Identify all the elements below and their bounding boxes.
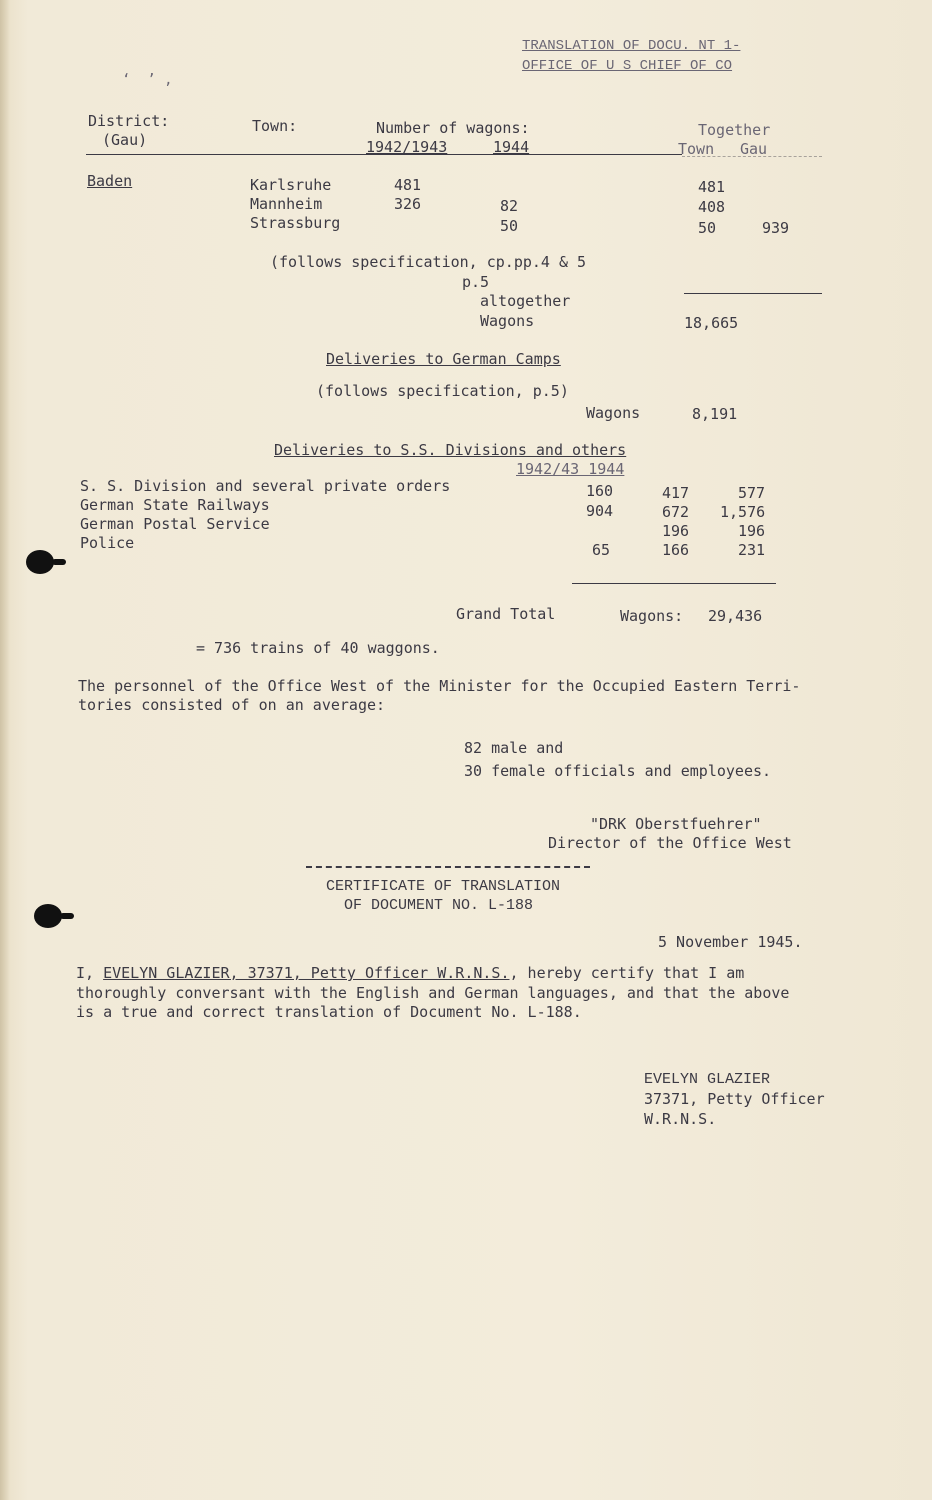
personnel-line-2: tories consisted of on an average: — [78, 696, 386, 714]
town-name: Strassburg — [250, 214, 341, 232]
town-total: 50 — [698, 219, 717, 237]
wagons-1944: 82 — [500, 197, 519, 215]
header-rule-faint — [682, 156, 822, 157]
ink-speck: ‘ ’ , — [122, 72, 173, 88]
follows-page: p.5 — [462, 273, 490, 291]
district-baden: Baden — [87, 172, 133, 190]
signature-name: EVELYN GLAZIER — [644, 1071, 771, 1088]
ss-heading: Deliveries to S.S. Divisions and others — [274, 441, 627, 459]
ss-row-total: 196 — [738, 522, 766, 540]
punch-hole-upper — [26, 550, 54, 574]
camps-wagons-label: Wagons — [586, 404, 641, 422]
altogether-rule — [684, 293, 822, 294]
certificate-date: 5 November 1945. — [658, 933, 803, 951]
certificate-body-line-3: is a true and correct translation of Document No. L-188. — [76, 1003, 582, 1021]
town-total: 408 — [698, 198, 726, 216]
ss-row-label: S. S. Division and several private orders — [80, 477, 451, 495]
altogether-total: 18,665 — [684, 314, 739, 332]
translator-name-underlined: EVELYN GLAZIER, 37371, Petty Officer W.R.N.S. — [103, 964, 510, 982]
district-header: District: — [88, 112, 170, 130]
gau-total-header: Gau — [740, 140, 768, 158]
town-total: 481 — [698, 178, 726, 196]
wagons-1944: 50 — [500, 217, 519, 235]
certificate-body-prefix: I, — [76, 964, 104, 982]
page-edge-shadow — [0, 0, 10, 1500]
header-line-1: TRANSLATION OF DOCU. NT 1- — [522, 38, 741, 54]
personnel-line-1: The personnel of the Office West of the Minister for the Occupied Eastern Terri- — [78, 677, 801, 695]
grand-total-rule — [572, 583, 776, 584]
certificate-body-suffix: , hereby certify that I am — [509, 964, 745, 982]
wagons-1942: 481 — [394, 176, 422, 194]
signature-rank: 37371, Petty Officer — [644, 1090, 825, 1108]
grand-total-label: Grand Total — [456, 605, 556, 623]
year-1942-header: 1942/1943 — [366, 138, 448, 156]
camps-total: 8,191 — [692, 405, 738, 423]
certificate-title: CERTIFICATE OF TRANSLATION — [326, 878, 561, 895]
ss-row-1944: 672 — [662, 503, 690, 521]
ss-row-1944: 417 — [662, 484, 690, 502]
header-line-2: OFFICE OF U S CHIEF OF CO — [522, 58, 733, 74]
town-total-header: Town — [678, 140, 715, 158]
ss-row-total: 1,576 — [720, 503, 766, 521]
punch-hole-lower — [34, 904, 62, 928]
certificate-document-no: OF DOCUMENT NO. L-188 — [344, 897, 534, 914]
certificate-body-line-2: thoroughly conversant with the English and German languages, and that the above — [76, 984, 790, 1002]
ss-row-1944: 196 — [662, 522, 690, 540]
personnel-female: 30 female officials and employees. — [464, 762, 772, 780]
grand-total-value: 29,436 — [708, 607, 763, 625]
camps-heading: Deliveries to German Camps — [326, 350, 561, 368]
director-role: Director of the Office West — [548, 834, 792, 852]
follows-specification: (follows specification, cp.pp.4 & 5 — [270, 253, 587, 271]
ss-row-label: German Postal Service — [80, 515, 270, 533]
header-rule — [86, 154, 682, 155]
ss-row-total: 577 — [738, 484, 766, 502]
personnel-male: 82 male and — [464, 739, 564, 757]
together-header: Together — [698, 121, 771, 139]
certificate-body-line-1 — [76, 964, 744, 982]
town-header: Town: — [252, 117, 298, 135]
ss-years: 1942/43 1944 — [516, 460, 625, 478]
ss-row-1944: 166 — [662, 541, 690, 559]
director-title: "DRK Oberstfuehrer" — [590, 815, 762, 833]
ss-row-total: 231 — [738, 541, 766, 559]
trains-line: = 736 trains of 40 waggons. — [196, 639, 440, 657]
gau-total: 939 — [762, 219, 790, 237]
ss-row-1942: 904 — [586, 502, 614, 520]
altogether-label: altogether — [480, 292, 571, 310]
grand-total-wagons-label: Wagons: — [620, 607, 684, 625]
wagons-1942: 326 — [394, 195, 422, 213]
ss-row-1942: 65 — [592, 541, 611, 559]
ss-row-label: German State Railways — [80, 496, 270, 514]
town-name: Mannheim — [250, 195, 323, 213]
altogether-wagons-label: Wagons — [480, 312, 535, 330]
town-name: Karlsruhe — [250, 176, 332, 194]
number-of-wagons-header: Number of wagons: — [376, 119, 530, 137]
ss-row-label: Police — [80, 534, 135, 552]
signature-service: W.R.N.S. — [644, 1110, 717, 1128]
ss-row-1942: 160 — [586, 482, 614, 500]
gau-header: (Gau) — [102, 131, 148, 149]
year-1944-header: 1944 — [493, 138, 530, 156]
camps-follows: (follows specification, p.5) — [316, 382, 569, 400]
section-divider — [306, 866, 590, 868]
